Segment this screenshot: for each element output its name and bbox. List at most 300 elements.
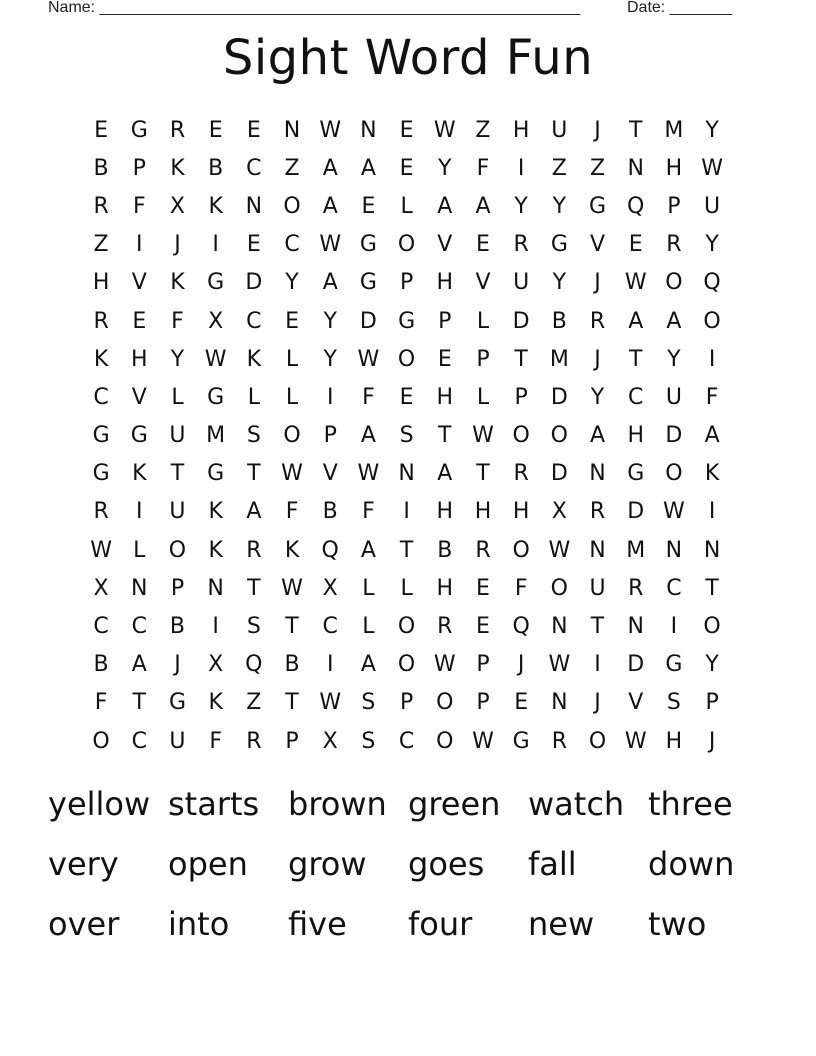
grid-letter: W [319,690,342,716]
grid-letter: Y [705,117,719,143]
grid-letter: O [283,423,301,449]
grid-letter: M [549,346,569,372]
grid-letter: L [400,575,413,601]
grid-letter: A [360,155,376,181]
grid-letter: R [628,575,644,601]
grid-letter: P [476,652,490,678]
grid-letter: Y [323,308,337,334]
grid-letter: A [246,499,262,525]
grid-letter: W [548,652,571,678]
grid-letter: H [512,499,530,525]
grid-letter: I [708,346,716,372]
grid-letter: I [212,614,219,640]
grid-letter: Y [438,155,452,181]
grid-letter: I [517,155,525,181]
grid-letter: S [361,728,376,754]
grid-letter: U [665,384,682,410]
grid-letter: F [209,728,222,754]
grid-letter: C [322,614,338,640]
grid-letter: Z [284,155,300,181]
grid-letter: E [361,193,376,219]
grid-letter: F [362,499,375,525]
grid-letter: H [627,423,644,449]
grid-letter: C [398,728,415,754]
word-bank-item: green [408,785,501,823]
grid-letter: H [436,384,454,410]
grid-letter: N [551,614,568,640]
grid-letter: T [705,575,719,601]
word-bank-item: new [528,905,595,943]
grid-letter: X [169,193,185,219]
grid-letter: C [93,614,109,640]
grid-letter: W [663,499,685,525]
grid-letter: T [438,423,452,449]
grid-letter: X [322,575,338,601]
grid-letter: K [246,346,262,372]
grid-letter: O [550,575,568,601]
grid-letter: L [400,193,413,219]
grid-letter: F [171,308,184,334]
grid-letter: I [212,232,219,258]
grid-letter: J [594,117,601,143]
grid-letter: W [281,461,303,487]
grid-letter: K [132,461,147,487]
grid-letter: G [589,193,607,219]
grid-letter: L [362,575,375,601]
grid-letter: M [626,537,646,563]
grid-letter: A [704,423,720,449]
grid-letter: J [174,652,181,678]
grid-letter: N [665,537,683,563]
grid-letter: G [359,270,377,296]
grid-letter: V [131,270,147,296]
grid-letter: V [475,270,491,296]
grid-letter: P [170,575,185,601]
grid-letter: N [589,537,606,563]
grid-letter: N [207,575,224,601]
grid-letter: H [131,346,148,372]
grid-letter: K [284,537,300,563]
grid-letter: W [701,155,723,181]
grid-letter: T [399,537,414,563]
word-bank-item: over [48,905,120,943]
grid-letter: P [399,690,414,716]
grid-letter: O [665,270,683,296]
grid-letter: O [92,728,110,754]
grid-letter: A [322,155,338,181]
word-bank-item: open [168,845,248,883]
word-bank-item: yellow [48,785,151,823]
grid-letter: B [208,155,224,181]
grid-letter: D [512,308,530,334]
grid-letter: N [589,461,606,487]
grid-letter: P [476,690,490,716]
grid-letter: K [170,270,185,296]
grid-letter: K [208,193,223,219]
grid-letter: B [284,652,300,678]
word-bank-item: goes [408,845,485,883]
grid-letter: I [403,499,410,525]
grid-letter: R [513,461,529,487]
grid-letter: W [204,346,227,372]
grid-letter: R [93,308,109,334]
grid-letter: R [513,232,529,258]
grid-letter: G [207,270,225,296]
word-bank-item: brown [288,785,387,823]
grid-letter: N [627,614,644,640]
grid-letter: F [514,575,528,601]
grid-letter: H [474,499,492,525]
grid-letter: S [399,423,414,449]
grid-letter: R [93,499,109,525]
grid-letter: E [399,384,414,410]
name-field-label: Name: ______________________________________________________ [48,0,581,16]
grid-letter: U [704,193,721,219]
grid-letter: A [666,308,682,334]
grid-letter: V [590,232,606,258]
grid-letter: P [399,270,414,296]
grid-letter: F [132,193,146,219]
grid-letter: A [360,652,376,678]
grid-letter: K [208,537,223,563]
grid-letter: A [437,193,453,219]
grid-letter: G [92,423,110,449]
grid-letter: N [551,690,568,716]
grid-letter: N [283,117,301,143]
grid-letter: L [133,537,146,563]
grid-letter: V [628,690,644,716]
grid-letter: F [94,690,108,716]
grid-letter: N [131,575,148,601]
date-field-label: Date: _______ [627,0,732,16]
grid-letter: P [476,346,490,372]
grid-letter: X [93,575,109,601]
word-bank-item: four [408,905,473,943]
grid-letter: L [285,384,299,410]
grid-letter: U [169,728,186,754]
grid-letter: J [517,652,525,678]
grid-letter: A [360,537,376,563]
grid-letter: R [666,232,682,258]
word-bank-item: starts [168,785,260,823]
grid-letter: E [285,308,299,334]
grid-letter: T [476,461,490,487]
grid-letter: U [169,499,186,525]
grid-letter: B [437,537,453,563]
grid-letter: N [703,537,721,563]
grid-letter: Q [703,270,721,296]
grid-letter: R [169,117,186,143]
grid-letter: O [436,728,454,754]
grid-letter: I [326,652,334,678]
grid-letter: P [323,423,337,449]
grid-letter: W [472,423,494,449]
grid-letter: O [588,728,607,754]
grid-letter: G [207,461,225,487]
grid-letter: L [476,384,490,410]
grid-letter: A [131,652,147,678]
grid-letter: R [246,728,262,754]
grid-letter: S [666,690,681,716]
grid-letter: I [136,232,143,258]
grid-letter: W [90,537,112,563]
grid-letter: Z [246,690,262,716]
grid-letter: B [93,652,109,678]
grid-letter: D [359,308,377,334]
word-bank-item: into [168,905,230,943]
grid-letter: V [131,384,147,410]
page-title: Sight Word Fun [222,30,594,86]
grid-letter: T [628,117,643,143]
grid-letter: C [93,384,109,410]
grid-letter: J [594,270,601,296]
grid-letter: I [136,499,143,525]
grid-letter: Z [93,232,109,258]
grid-letter: X [322,728,338,754]
grid-letter: H [665,155,683,181]
grid-letter: E [476,232,490,258]
grid-letter: H [512,117,530,143]
grid-letter: F [362,384,375,410]
grid-letter: P [667,193,681,219]
grid-letter: Y [552,193,567,219]
grid-letter: D [665,423,683,449]
grid-letter: J [174,232,181,258]
grid-letter: E [208,117,223,143]
grid-letter: S [246,614,261,640]
grid-letter: B [169,614,186,640]
grid-letter: E [476,614,490,640]
grid-letter: Y [323,346,337,372]
grid-letter: T [170,461,185,487]
grid-letter: G [130,423,148,449]
grid-letter: O [168,537,187,563]
grid-letter: I [594,652,601,678]
grid-letter: E [399,117,414,143]
grid-letter: O [436,690,454,716]
grid-letter: T [590,614,605,640]
grid-letter: Q [627,193,645,219]
grid-letter: Z [551,155,567,181]
grid-letter: H [436,575,454,601]
word-bank-item: very [48,845,119,883]
grid-letter: G [665,652,683,678]
grid-letter: B [551,308,567,334]
grid-letter: C [666,575,682,601]
grid-letter: G [207,384,225,410]
grid-letter: E [476,575,490,601]
grid-letter: W [548,537,571,563]
grid-letter: E [628,232,643,258]
grid-letter: W [319,117,342,143]
grid-letter: A [628,308,644,334]
grid-letter: Z [475,117,491,143]
grid-letter: C [131,614,147,640]
grid-letter: L [285,346,299,372]
grid-letter: B [93,155,109,181]
grid-letter: K [704,461,720,487]
grid-letter: W [624,728,647,754]
grid-letter: Y [285,270,299,296]
grid-letter: W [433,117,456,143]
grid-letter: D [627,499,645,525]
letter-grid [82,111,731,760]
grid-letter: Y [667,346,681,372]
grid-letter: E [132,308,147,334]
grid-letter: E [246,232,261,258]
grid-letter: T [285,614,299,640]
grid-letter: P [132,155,146,181]
grid-letter: R [589,308,606,334]
grid-letter: E [94,117,109,143]
grid-letter: V [437,232,453,258]
grid-letter: B [322,499,338,525]
grid-letter: Y [705,232,719,258]
grid-letter: D [550,461,568,487]
grid-letter: C [284,232,300,258]
grid-letter: R [551,728,567,754]
grid-letter: W [319,232,342,258]
grid-letter: J [594,346,601,372]
grid-letter: X [208,308,224,334]
grid-letter: T [628,346,643,372]
grid-letter: O [397,614,416,640]
grid-letter: A [590,423,606,449]
grid-letter: C [246,308,262,334]
grid-letter: X [551,499,567,525]
grid-letter: D [627,652,645,678]
grid-letter: W [357,346,380,372]
grid-letter: J [708,728,716,754]
grid-letter: D [550,384,568,410]
grid-letter: Y [514,193,528,219]
grid-letter: O [512,537,530,563]
grid-letter: N [245,193,263,219]
grid-letter: F [476,155,490,181]
grid-letter: G [550,232,568,258]
grid-letter: C [628,384,644,410]
grid-letter: U [513,270,530,296]
grid-letter: G [168,690,186,716]
grid-letter: O [397,346,416,372]
grid-letter: G [130,117,148,143]
grid-letter: J [594,690,601,716]
grid-letter: Q [321,537,339,563]
grid-letter: N [360,117,377,143]
word-bank-item: grow [288,845,367,883]
word-bank-item: fall [528,845,577,883]
grid-letter: T [285,690,299,716]
grid-letter: M [664,117,684,143]
grid-letter: G [627,461,645,487]
grid-letter: L [247,384,260,410]
grid-letter: K [208,690,223,716]
grid-letter: F [705,384,719,410]
grid-letter: P [285,728,299,754]
grid-letter: L [476,308,490,334]
grid-letter: T [247,461,261,487]
grid-letter: P [705,690,719,716]
grid-letter: T [132,690,146,716]
grid-letter: C [246,155,262,181]
grid-letter: I [670,614,678,640]
word-bank-item: watch [528,785,625,823]
grid-letter: R [475,537,491,563]
word-bank [48,774,768,954]
grid-letter: O [703,614,721,640]
grid-letter: I [708,499,716,525]
grid-letter: E [246,117,261,143]
grid-letter: P [438,308,452,334]
grid-letter: Y [170,346,185,372]
grid-letter: A [475,193,491,219]
grid-letter: H [92,270,110,296]
grid-letter: Q [512,614,530,640]
grid-letter: G [92,461,110,487]
grid-letter: G [359,232,377,258]
grid-letter: V [322,461,338,487]
word-bank-item: two [648,905,707,943]
grid-letter: D [245,270,263,296]
grid-letter: H [436,270,454,296]
grid-letter: C [131,728,147,754]
word-bank-item: five [288,905,347,943]
grid-letter: W [472,728,494,754]
grid-letter: K [208,499,223,525]
grid-letter: R [93,193,109,219]
grid-letter: O [703,308,721,334]
grid-letter: L [362,614,375,640]
grid-letter: P [514,384,528,410]
grid-letter: R [246,537,262,563]
grid-letter: M [206,423,226,449]
grid-letter: A [437,461,453,487]
grid-letter: G [398,308,416,334]
grid-letter: G [512,728,530,754]
grid-letter: A [322,193,338,219]
grid-letter: Z [589,155,606,181]
grid-letter: S [361,690,376,716]
grid-letter: O [512,423,530,449]
grid-letter: W [357,461,380,487]
grid-letter: T [514,346,528,372]
grid-letter: U [589,575,606,601]
grid-letter: H [665,728,683,754]
grid-letter: W [281,575,303,601]
grid-letter: L [171,384,184,410]
word-bank-item: three [648,785,733,823]
grid-letter: O [397,652,416,678]
grid-letter: O [550,423,568,449]
grid-letter: R [589,499,606,525]
grid-letter: X [208,652,224,678]
grid-letter: H [436,499,454,525]
grid-letter: N [627,155,644,181]
grid-letter: E [399,155,414,181]
word-bank-item: down [648,845,735,883]
grid-letter: Y [552,270,567,296]
grid-letter: E [514,690,529,716]
grid-letter: Y [705,652,719,678]
grid-letter: I [326,384,334,410]
grid-letter: W [433,652,456,678]
grid-letter: A [360,423,376,449]
grid-letter: Q [245,652,263,678]
grid-letter: K [170,155,185,181]
grid-letter: R [437,614,453,640]
grid-letter: O [283,193,301,219]
grid-letter: A [322,270,338,296]
